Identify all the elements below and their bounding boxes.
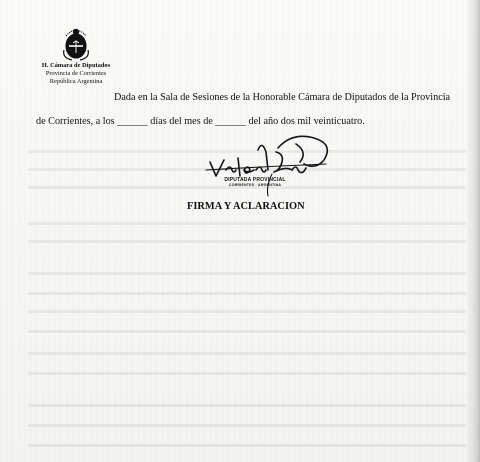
body-text-line-1: Dada en la Sala de Sesiones de la Honorable Cámara de Diputados de la Provincia (114, 92, 451, 103)
bleed-through-line (28, 272, 466, 275)
page-edge-shadow (466, 0, 480, 462)
bleed-through-line (28, 310, 466, 313)
bleed-through-line (28, 372, 466, 375)
bleed-through-line (28, 444, 466, 447)
coat-of-arms-icon (58, 24, 94, 64)
country-name: República Argentina (49, 78, 103, 85)
bleed-through-line (28, 404, 466, 407)
province-name: Provincia de Corrientes (45, 70, 107, 77)
bleed-through-line (28, 240, 466, 243)
stamp-place: CORRIENTES · ARGENTINA (228, 183, 282, 187)
bleed-through-line (28, 424, 466, 427)
bleed-through-line (28, 352, 466, 355)
institution-header (30, 62, 122, 86)
stamp-role: DIPUTADA PROVINCIAL (224, 177, 286, 183)
official-stamp (220, 178, 290, 188)
institution-name: H. Cámara de Diputados (41, 62, 111, 69)
bleed-through-line (28, 222, 466, 225)
bleed-through-line (28, 330, 466, 333)
bleed-through-line (28, 292, 466, 295)
handwritten-signature (196, 130, 346, 200)
signature-caption: FIRMA Y ACLARACION (187, 201, 305, 212)
body-text-line-2: de Corrientes, a los ______ días del mes de ______ del año dos mil veinticuatro. (36, 116, 365, 127)
